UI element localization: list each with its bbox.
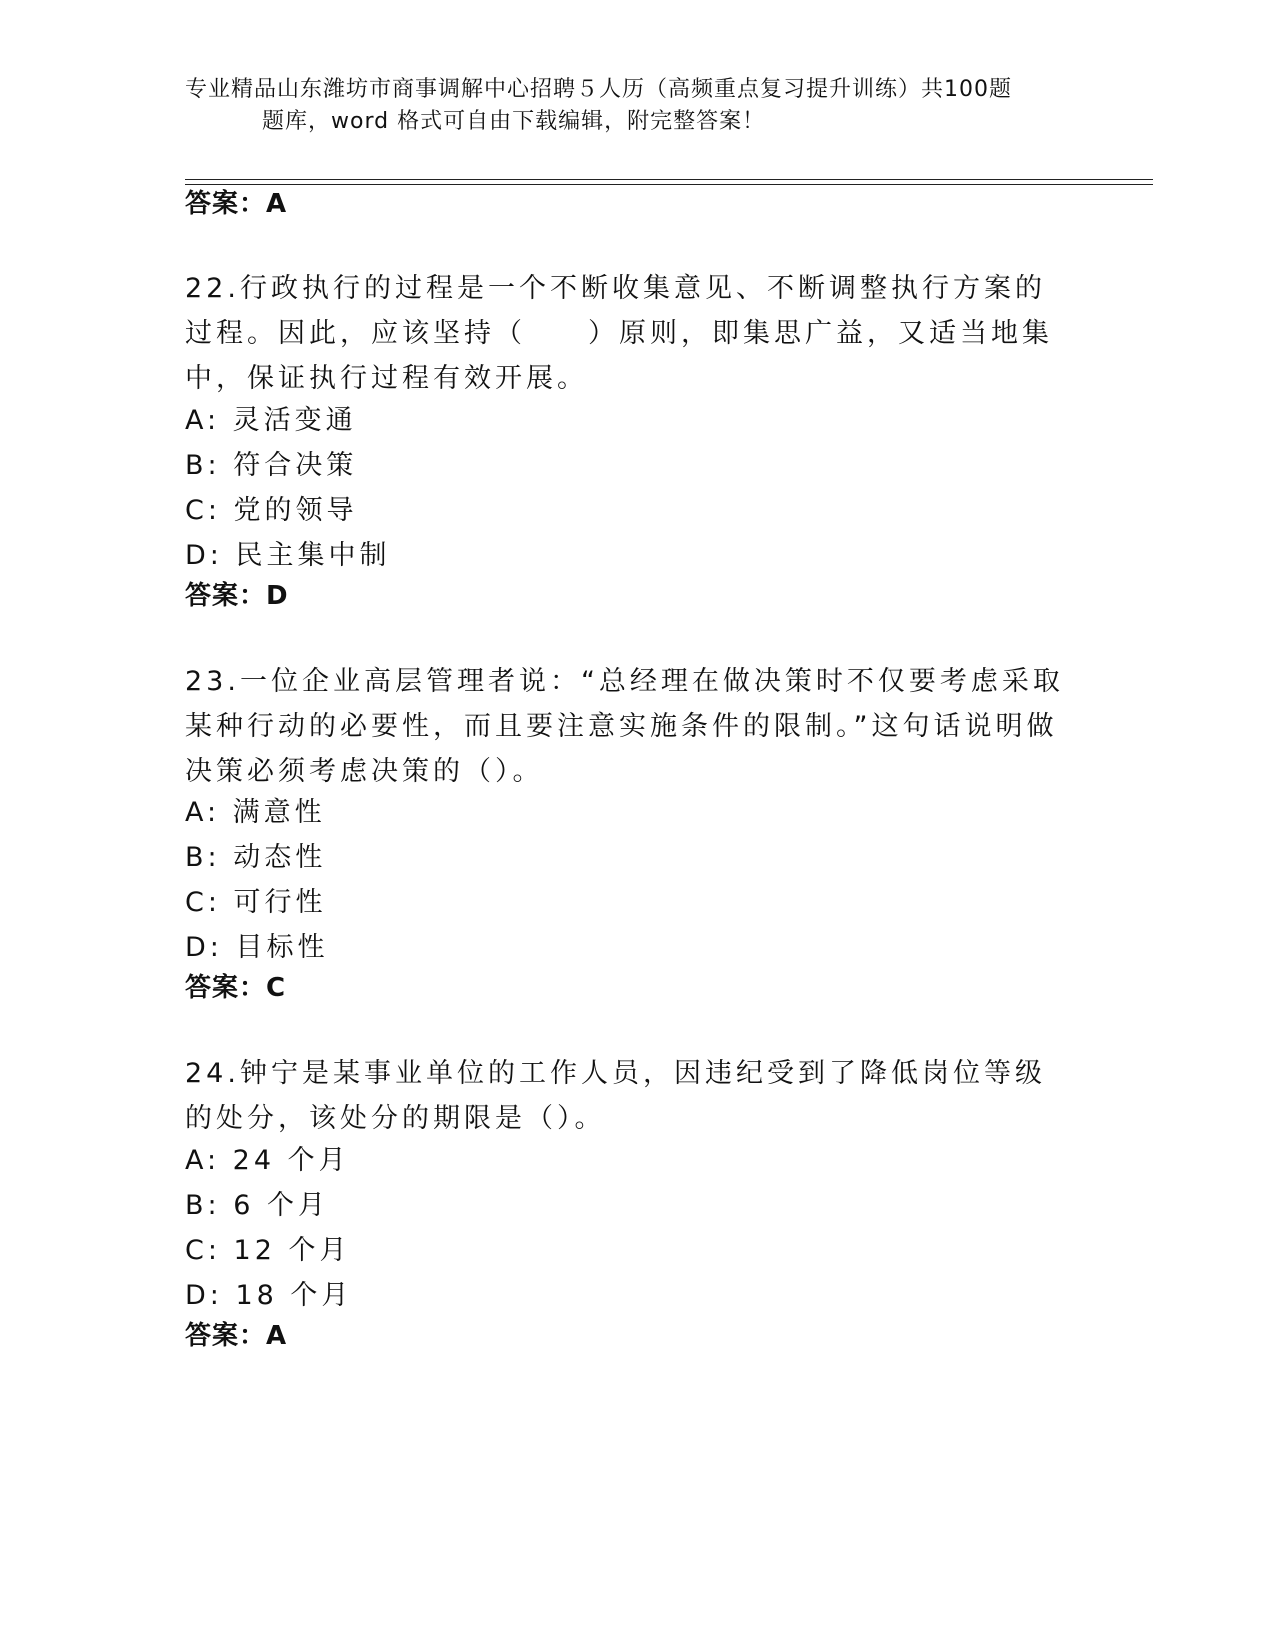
question-24: 24.钟宁是某事业单位的工作人员，因违纪受到了降低岗位等级的处分，该处分的期限是（）。 xyxy=(185,1058,1046,1134)
option-23-c: C: 可行性 xyxy=(185,887,327,918)
answer-prev: 答案：A xyxy=(185,189,288,219)
option-22-a: A: 灵活变通 xyxy=(185,405,357,436)
question-23: 23.一位企业高层管理者说：“总经理在做决策时不仅要考虑采取某种行动的必要性，而且要注意实施条件的限制。”这句话说明做决策必须考虑决策的（）。 xyxy=(185,666,1064,787)
option-22-c: C: 党的领导 xyxy=(185,495,358,526)
option-22-b: B: 符合决策 xyxy=(185,450,358,481)
option-23-a: A: 满意性 xyxy=(185,797,326,828)
header-title-line1: 专业精品山东潍坊市商事调解中心招聘５人历（高频重点复习提升训练）共100题 xyxy=(185,77,1012,102)
options-24 xyxy=(185,1138,352,1318)
option-24-a: A: 24 个月 xyxy=(185,1145,350,1176)
option-22-d: D: 民主集中制 xyxy=(185,540,391,571)
option-23-b: B: 动态性 xyxy=(185,842,327,873)
answer-23: 答案：C xyxy=(185,973,287,1003)
option-24-b: B: 6 个月 xyxy=(185,1190,329,1221)
header-divider-bottom xyxy=(185,184,1153,185)
option-24-c: C: 12 个月 xyxy=(185,1235,351,1266)
answer-24: 答案：A xyxy=(185,1321,288,1351)
options-22 xyxy=(185,398,390,578)
option-24-d: D: 18 个月 xyxy=(185,1280,353,1311)
options-23 xyxy=(185,790,328,970)
question-22: 22.行政执行的过程是一个不断收集意见、不断调整执行方案的过程。因此，应该坚持（ ）原则，即集思广益，又适当地集中，保证执行过程有效开展。 xyxy=(185,273,1053,394)
answer-22: 答案：D xyxy=(185,581,289,611)
option-23-d: D: 目标性 xyxy=(185,932,329,963)
document-header xyxy=(185,74,1085,138)
header-title-line2: 题库，word 格式可自由下载编辑，附完整答案！ xyxy=(262,109,766,134)
header-divider-top xyxy=(185,179,1153,180)
